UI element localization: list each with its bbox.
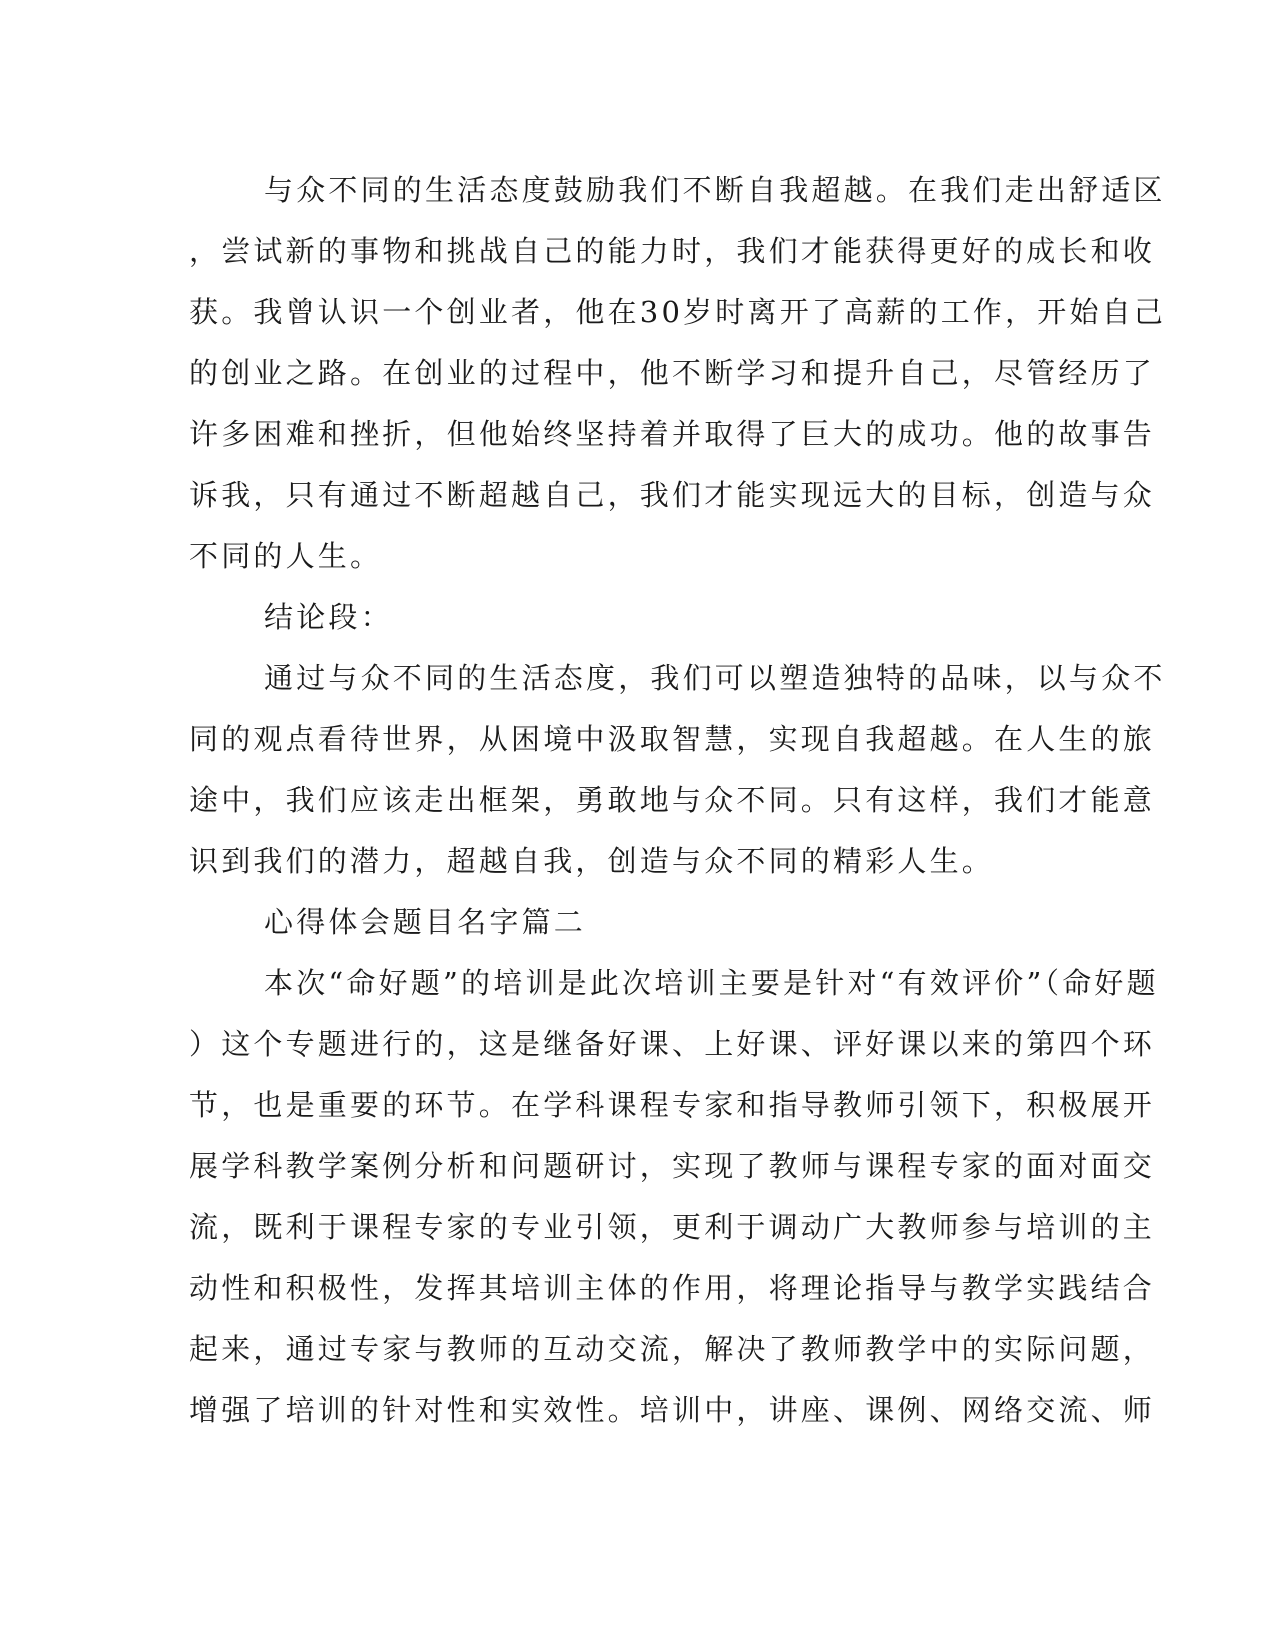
section-heading-part-two: 心得体会题目名字篇二 (264, 905, 587, 939)
text-line: 同的观点看待世界，从困境中汲取智慧，实现自我超越。在人生的旅 (189, 722, 1156, 756)
text-line: 与众不同的生活态度鼓励我们不断自我超越。在我们走出舒适区 (264, 173, 1166, 207)
text-line: 节，也是重要的环节。在学科课程专家和指导教师引领下，积极展开 (189, 1088, 1156, 1122)
text-line: 起来，通过专家与教师的互动交流，解决了教师教学中的实际问题， (189, 1332, 1156, 1366)
text-line: 不同的人生。 (189, 539, 383, 573)
text-line: ，尝试新的事物和挑战自己的能力时，我们才能获得更好的成长和收 (189, 234, 1156, 268)
text-line: 增强了培训的针对性和实效性。培训中，讲座、课例、网络交流、师 (189, 1393, 1156, 1427)
text-line: 途中，我们应该走出框架，勇敢地与众不同。只有这样，我们才能意 (189, 783, 1156, 817)
section-heading-conclusion: 结论段： (264, 600, 393, 634)
text-line: 本次“命好题”的培训是此次培训主要是针对“有效评价”（命好题 (264, 966, 1159, 1000)
text-line: 获。我曾认识一个创业者，他在30岁时离开了高薪的工作，开始自己 (189, 295, 1167, 329)
text-line: 通过与众不同的生活态度，我们可以塑造独特的品味，以与众不 (264, 661, 1166, 695)
document-body (189, 160, 1167, 1441)
text-line: 流，既利于课程专家的专业引领，更利于调动广大教师参与培训的主 (189, 1210, 1156, 1244)
text-line: 展学科教学案例分析和问题研讨，实现了教师与课程专家的面对面交 (189, 1149, 1156, 1183)
text-line: 诉我，只有通过不断超越自己，我们才能实现远大的目标，创造与众 (189, 478, 1156, 512)
text-line: 许多困难和挫折，但他始终坚持着并取得了巨大的成功。他的故事告 (189, 417, 1156, 451)
text-line: ）这个专题进行的，这是继备好课、上好课、评好课以来的第四个环 (189, 1027, 1156, 1061)
text-line: 的创业之路。在创业的过程中，他不断学习和提升自己，尽管经历了 (189, 356, 1156, 390)
text-line: 动性和积极性，发挥其培训主体的作用，将理论指导与教学实践结合 (189, 1271, 1156, 1305)
text-line: 识到我们的潜力，超越自我，创造与众不同的精彩人生。 (189, 844, 995, 878)
